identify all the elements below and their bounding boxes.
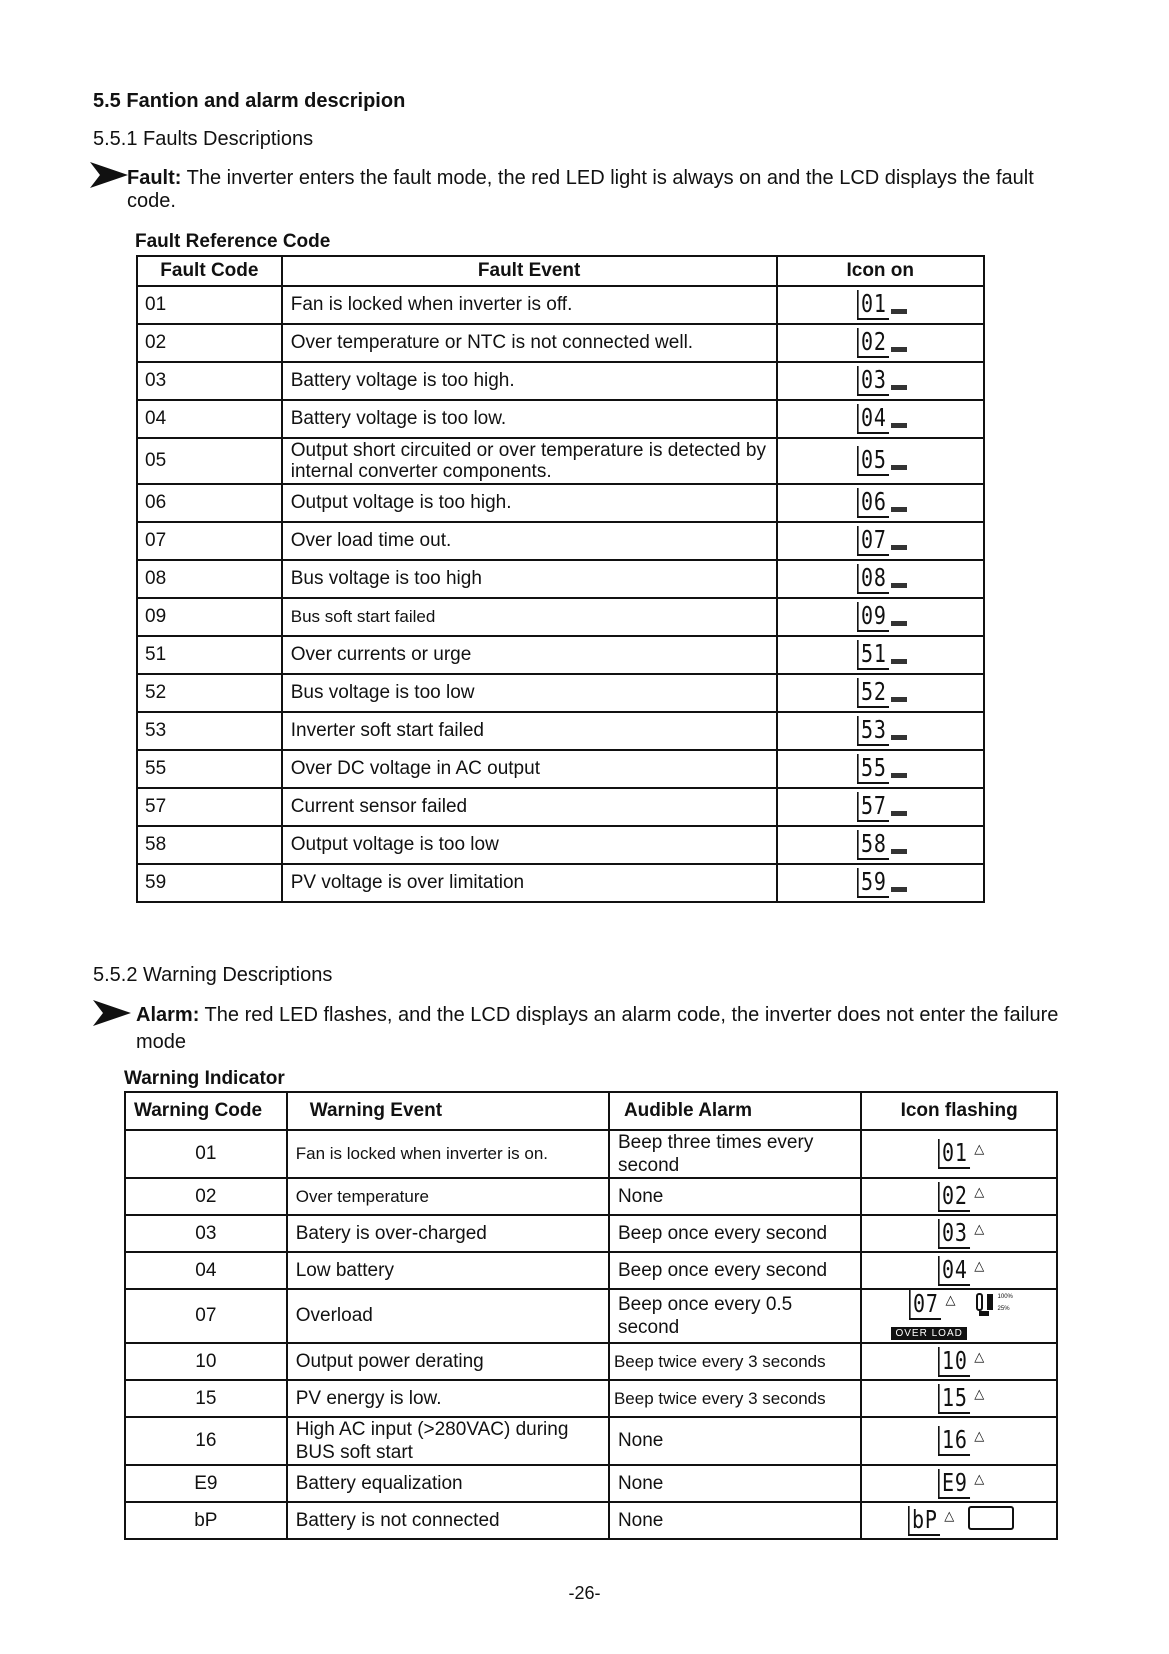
battery-icon <box>968 1506 1014 1530</box>
warning-triangle-icon: △ <box>974 1428 985 1443</box>
warning-code: 01 <box>125 1130 287 1178</box>
fault-code: 08 <box>137 560 282 598</box>
warning-triangle-icon: △ <box>974 1183 985 1199</box>
warning-event: Overload <box>287 1289 609 1343</box>
fault-row <box>137 826 984 864</box>
warning-row <box>125 1130 1057 1178</box>
fault-icon-cell <box>777 788 985 826</box>
warning-row <box>125 1343 1057 1380</box>
fault-code: 07 <box>137 522 282 560</box>
lcd-code-icon: 59 <box>857 868 889 898</box>
fault-row <box>137 636 984 674</box>
warning-row <box>125 1465 1057 1502</box>
warning-code: 16 <box>125 1417 287 1465</box>
percent-25-label: 25% <box>997 1306 1010 1312</box>
page-number: -26- <box>568 1583 601 1603</box>
fault-description <box>127 167 1087 213</box>
fault-event: Over temperature or NTC is not connected well. <box>282 324 777 362</box>
warning-row <box>125 1252 1057 1289</box>
fault-event: Over DC voltage in AC output <box>282 750 777 788</box>
fault-event: Current sensor failed <box>282 788 777 826</box>
warning-event: Fan is locked when inverter is on. <box>287 1130 609 1178</box>
warning-row <box>125 1502 1057 1539</box>
warning-triangle-icon: △ <box>974 1385 985 1401</box>
fault-icon-cell <box>777 712 985 750</box>
fault-icon-cell <box>777 826 985 864</box>
alarm-label: Alarm: <box>136 1004 200 1026</box>
fault-table <box>136 255 985 903</box>
error-tag-icon <box>891 849 907 854</box>
fault-code: 53 <box>137 712 282 750</box>
warning-code: 15 <box>125 1380 287 1417</box>
fault-icon-cell <box>777 750 985 788</box>
fault-event: PV voltage is over limitation <box>282 864 777 902</box>
lcd-code-icon: 58 <box>857 830 889 860</box>
warning-code: 07 <box>125 1289 287 1343</box>
fault-code: 06 <box>137 484 282 522</box>
fault-text: The inverter enters the fault mode, the red LED light is always on and the LCD displays the fault code. <box>127 167 1034 212</box>
fault-icon-cell <box>777 324 985 362</box>
warning-triangle-icon: △ <box>974 1141 985 1156</box>
audible-alarm: Beep once every second <box>609 1215 861 1252</box>
fault-icon-cell <box>777 674 985 712</box>
fault-code: 05 <box>137 438 282 484</box>
error-tag-icon <box>891 465 907 470</box>
warning-triangle-icon: △ <box>974 1348 985 1364</box>
warning-table <box>124 1091 1058 1540</box>
fault-row <box>137 560 984 598</box>
warning-table-header <box>125 1092 1057 1130</box>
load-percent-labels <box>998 1291 1013 1315</box>
fault-event: Bus voltage is too high <box>282 560 777 598</box>
fault-event: Battery voltage is too high. <box>282 362 777 400</box>
error-tag-icon <box>891 309 907 314</box>
warning-code: 04 <box>125 1252 287 1289</box>
lcd-code-icon: 16 <box>938 1426 970 1456</box>
error-tag-icon <box>891 621 907 626</box>
lcd-code-icon: 53 <box>857 716 889 746</box>
lcd-code-icon: 02 <box>938 1182 970 1212</box>
audible-alarm: None <box>609 1465 861 1502</box>
fault-code: 51 <box>137 636 282 674</box>
warning-icon-cell <box>861 1343 1057 1380</box>
fault-icon-cell <box>777 864 985 902</box>
error-tag-icon <box>891 385 907 390</box>
lcd-code-icon: 03 <box>857 366 889 396</box>
audible-alarm: None <box>609 1178 861 1215</box>
fault-row <box>137 324 984 362</box>
arrow-bullet-icon <box>93 1000 131 1026</box>
warning-row <box>125 1178 1057 1215</box>
header-fault-code: Fault Code <box>137 256 282 286</box>
fault-icon-cell <box>777 484 985 522</box>
lcd-code-icon: 04 <box>938 1256 970 1286</box>
alarm-text: The red LED flashes, and the LCD displays an alarm code, the inverter does not enter the failure mode <box>136 1004 1059 1053</box>
fault-row <box>137 362 984 400</box>
warning-icon-cell <box>861 1252 1057 1289</box>
warning-event: Output power derating <box>287 1343 609 1380</box>
lcd-code-icon: bP <box>908 1506 940 1536</box>
warning-triangle-icon: △ <box>974 1220 985 1236</box>
fault-code: 03 <box>137 362 282 400</box>
fault-row <box>137 438 984 484</box>
lcd-code-icon: 07 <box>909 1290 941 1320</box>
warning-code: bP <box>125 1502 287 1539</box>
fault-row <box>137 522 984 560</box>
fault-code: 52 <box>137 674 282 712</box>
lcd-code-icon: 09 <box>857 602 889 632</box>
fault-event: Bus voltage is too low <box>282 674 777 712</box>
lcd-code-icon: 03 <box>938 1219 970 1249</box>
fault-row <box>137 864 984 902</box>
fault-row <box>137 400 984 438</box>
audible-alarm: Beep three times every second <box>609 1130 861 1178</box>
error-tag-icon <box>891 887 907 892</box>
fault-event: Bus soft start failed <box>282 598 777 636</box>
fault-code: 02 <box>137 324 282 362</box>
warning-event: Battery is not connected <box>287 1502 609 1539</box>
fault-event: Over currents or urge <box>282 636 777 674</box>
lcd-code-icon: 04 <box>857 404 889 434</box>
header-fault-event: Fault Event <box>282 256 777 286</box>
warning-code: 02 <box>125 1178 287 1215</box>
fault-icon-cell <box>777 286 985 324</box>
audible-alarm: Beep once every 0.5 second <box>609 1289 861 1343</box>
lcd-code-icon: 55 <box>857 754 889 784</box>
fault-event: Fan is locked when inverter is off. <box>282 286 777 324</box>
lcd-code-icon: 07 <box>857 526 889 556</box>
warning-icon-cell <box>861 1289 1057 1343</box>
fault-row <box>137 712 984 750</box>
warning-row <box>125 1417 1057 1465</box>
fault-code: 57 <box>137 788 282 826</box>
warning-code: E9 <box>125 1465 287 1502</box>
load-bulb-icon <box>974 1292 996 1318</box>
error-tag-icon <box>891 583 907 588</box>
error-tag-icon <box>891 423 907 428</box>
error-tag-icon <box>891 773 907 778</box>
warning-triangle-icon: △ <box>974 1470 985 1486</box>
audible-alarm: None <box>609 1502 861 1539</box>
fault-code: 09 <box>137 598 282 636</box>
fault-code: 01 <box>137 286 282 324</box>
fault-icon-cell <box>777 522 985 560</box>
fault-icon-cell <box>777 636 985 674</box>
lcd-code-icon: E9 <box>938 1469 970 1499</box>
header-warning-event: Warning Event <box>287 1092 609 1130</box>
lcd-code-icon: 52 <box>857 678 889 708</box>
lcd-code-icon: 15 <box>938 1384 970 1414</box>
header-icon-flashing: Icon flashing <box>861 1092 1057 1130</box>
fault-label: Fault: <box>127 167 182 189</box>
lcd-code-icon: 02 <box>857 328 889 358</box>
audible-alarm: Beep twice every 3 seconds <box>609 1380 861 1417</box>
warning-icon-cell <box>861 1178 1057 1215</box>
warning-icon-cell <box>861 1380 1057 1417</box>
lcd-code-icon: 06 <box>857 488 889 518</box>
warning-event: Battery equalization <box>287 1465 609 1502</box>
audible-alarm: Beep once every second <box>609 1252 861 1289</box>
fault-row <box>137 286 984 324</box>
warning-code: 10 <box>125 1343 287 1380</box>
fault-row <box>137 750 984 788</box>
warnings-subsection-title: 5.5.2 Warning Descriptions <box>93 964 333 986</box>
header-icon-on: Icon on <box>777 256 985 286</box>
warning-icon-cell <box>861 1502 1057 1539</box>
lcd-code-icon: 51 <box>857 640 889 670</box>
arrow-bullet-icon <box>90 162 128 188</box>
lcd-code-icon: 08 <box>857 564 889 594</box>
warning-icon-cell <box>861 1215 1057 1252</box>
fault-event: Over load time out. <box>282 522 777 560</box>
fault-code: 04 <box>137 400 282 438</box>
fault-icon-cell <box>777 362 985 400</box>
fault-event: Output short circuited or over temperature is detected by internal converter components. <box>282 438 777 484</box>
fault-event: Output voltage is too high. <box>282 484 777 522</box>
warning-code: 03 <box>125 1215 287 1252</box>
error-tag-icon <box>891 659 907 664</box>
overload-badge: OVER LOAD <box>891 1327 966 1340</box>
lcd-code-icon: 01 <box>938 1139 970 1169</box>
warning-event: High AC input (>280VAC) during BUS soft start <box>287 1417 609 1465</box>
warning-row <box>125 1289 1057 1343</box>
fault-event: Output voltage is too low <box>282 826 777 864</box>
fault-icon-cell <box>777 438 985 484</box>
header-warning-code: Warning Code <box>125 1092 287 1130</box>
warning-event: Batery is over-charged <box>287 1215 609 1252</box>
warning-triangle-icon: △ <box>945 1292 956 1307</box>
warning-row <box>125 1380 1057 1417</box>
error-tag-icon <box>891 347 907 352</box>
lcd-code-icon: 05 <box>857 446 889 476</box>
audible-alarm: Beep twice every 3 seconds <box>609 1343 861 1380</box>
fault-row <box>137 598 984 636</box>
warning-triangle-icon: △ <box>974 1257 985 1273</box>
header-audible-alarm: Audible Alarm <box>609 1092 861 1130</box>
warning-icon-cell <box>861 1417 1057 1465</box>
error-tag-icon <box>891 507 907 512</box>
alarm-description <box>136 1002 1076 1056</box>
warning-event: Low battery <box>287 1252 609 1289</box>
error-tag-icon <box>891 545 907 550</box>
fault-code: 55 <box>137 750 282 788</box>
lcd-code-icon: 10 <box>938 1347 970 1377</box>
warning-row <box>125 1215 1057 1252</box>
fault-icon-cell <box>777 400 985 438</box>
error-tag-icon <box>891 735 907 740</box>
section-title: 5.5 Fantion and alarm descripion <box>93 90 406 112</box>
warning-event: Over temperature <box>287 1178 609 1215</box>
fault-code: 58 <box>137 826 282 864</box>
fault-event: Inverter soft start failed <box>282 712 777 750</box>
fault-row <box>137 788 984 826</box>
audible-alarm: None <box>609 1417 861 1465</box>
percent-100-label: 100% <box>997 1294 1013 1300</box>
fault-row <box>137 674 984 712</box>
fault-icon-cell <box>777 560 985 598</box>
fault-table-header <box>137 256 984 286</box>
warning-triangle-icon: △ <box>944 1507 955 1523</box>
error-tag-icon <box>891 697 907 702</box>
error-tag-icon <box>891 811 907 816</box>
warning-table-caption: Warning Indicator <box>124 1068 285 1089</box>
warning-event: PV energy is low. <box>287 1380 609 1417</box>
fault-event: Battery voltage is too low. <box>282 400 777 438</box>
lcd-code-icon: 01 <box>857 290 889 320</box>
warning-icon-cell <box>861 1465 1057 1502</box>
warning-icon-cell <box>861 1130 1057 1178</box>
fault-row <box>137 484 984 522</box>
lcd-code-icon: 57 <box>857 792 889 822</box>
fault-table-caption: Fault Reference Code <box>135 231 331 252</box>
fault-code: 59 <box>137 864 282 902</box>
faults-subsection-title: 5.5.1 Faults Descriptions <box>93 128 314 150</box>
fault-icon-cell <box>777 598 985 636</box>
